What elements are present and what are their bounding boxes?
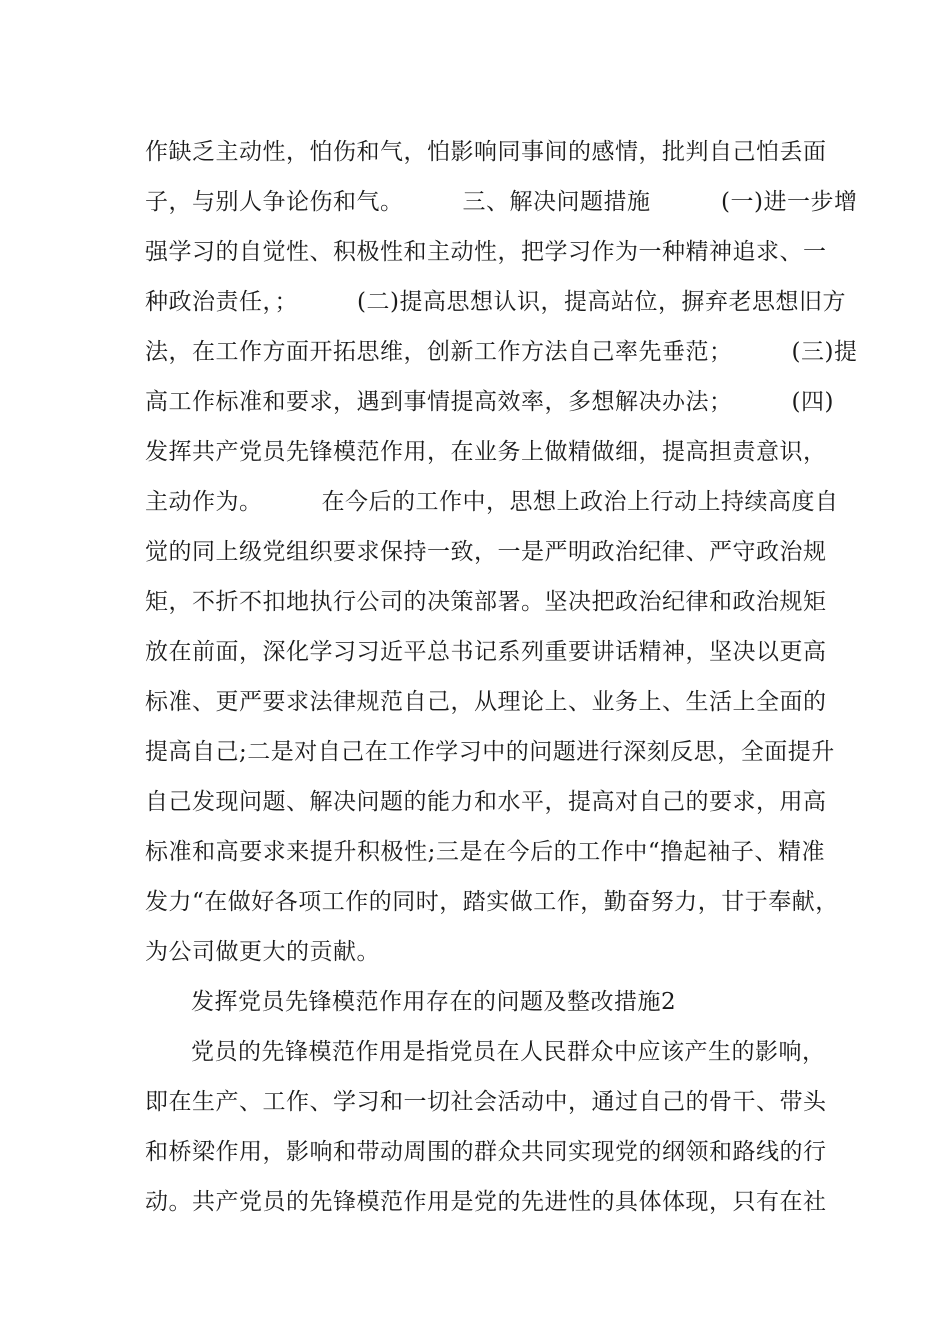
paragraph-line: 子，与别人争论伤和气。 三、解决问题措施 (一)进一步增 [145, 189, 858, 215]
paragraph-line: 高工作标准和要求，遇到事情提高效率，多想解决办法； (四) [145, 389, 834, 415]
paragraph-line: 提高自己;二是对自己在工作学习中的问题进行深刻反思，全面提升 [145, 739, 835, 765]
paragraph-line: 和桥梁作用，影响和带动周围的群众共同实现党的纲领和路线的行 [145, 1139, 827, 1165]
paragraph-line: 发力“在做好各项工作的同时，踏实做工作，勤奋努力，甘于奉献， [145, 889, 839, 915]
paragraph-line: 动。共产党员的先锋模范作用是党的先进性的具体体现，只有在社 [145, 1189, 827, 1215]
paragraph-line: 标准、更严要求法律规范自己，从理论上、业务上、生活上全面的 [145, 689, 827, 715]
paragraph-line: 即在生产、工作、学习和一切社会活动中，通过自己的骨干、带头 [145, 1089, 827, 1115]
paragraph-line: 发挥共产党员先锋模范作用，在业务上做精做细，提高担责意识， [145, 439, 827, 465]
paragraph-line: 主动作为。 在今后的工作中，思想上政治上行动上持续高度自 [145, 489, 839, 515]
paragraph-line: 矩，不折不扣地执行公司的决策部署。坚决把政治纪律和政治规矩 [145, 589, 827, 615]
paragraph-line: 种政治责任，； (二)提高思想认识，提高站位，摒弃老思想旧方 [145, 289, 846, 315]
paragraph-line: 为公司做更大的贡献。 [145, 939, 380, 965]
section-heading: 发挥党员先锋模范作用存在的问题及整改措施2 [191, 989, 677, 1015]
paragraph-line: 强学习的自觉性、积极性和主动性，把学习作为一种精神追求、一 [145, 239, 827, 265]
paragraph-line: 标准和高要求来提升积极性;三是在今后的工作中“撸起袖子、精准 [145, 839, 825, 865]
paragraph-line: 自己发现问题、解决问题的能力和水平，提高对自己的要求，用高 [145, 789, 827, 815]
paragraph-line: 党员的先锋模范作用是指党员在人民群众中应该产生的影响， [191, 1039, 826, 1065]
paragraph-line: 放在前面，深化学习习近平总书记系列重要讲话精神，坚决以更高 [145, 639, 827, 665]
paragraph-line: 觉的同上级党组织要求保持一致，一是严明政治纪律、严守政治规 [145, 539, 827, 565]
paragraph-line: 作缺乏主动性，怕伤和气，怕影响同事间的感情，批判自己怕丢面 [145, 139, 827, 165]
paragraph-line: 法，在工作方面开拓思维，创新工作方法自己率先垂范； (三)提 [145, 339, 858, 365]
